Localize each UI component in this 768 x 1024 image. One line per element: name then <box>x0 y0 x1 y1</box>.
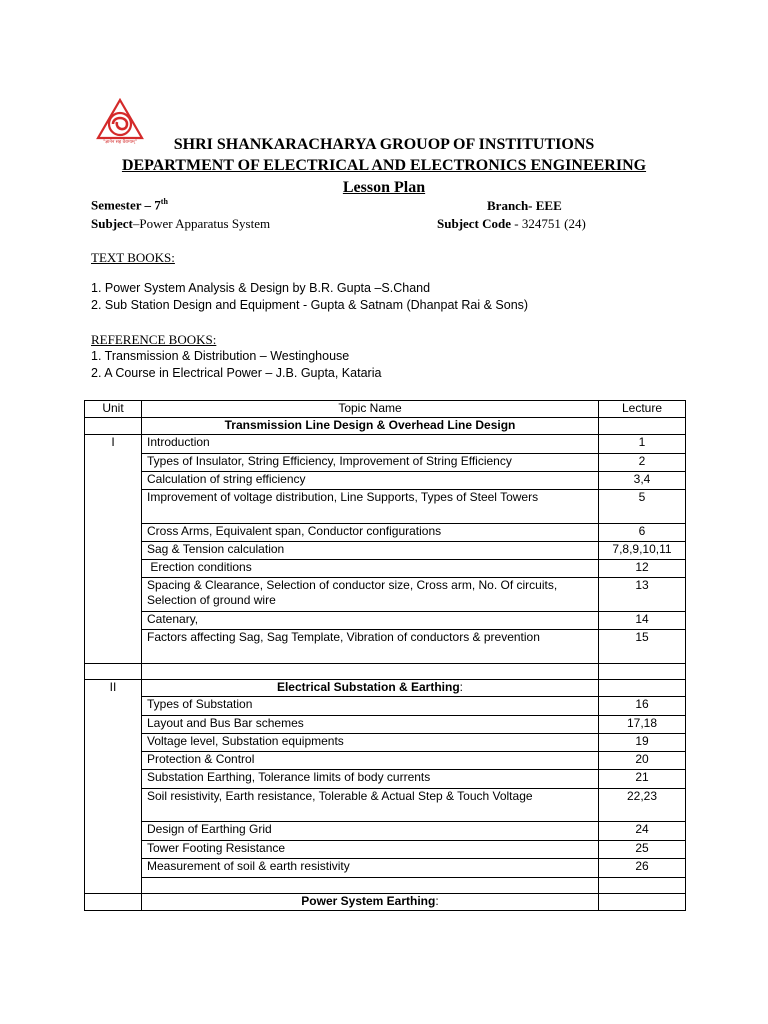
table-row <box>85 472 686 490</box>
lecture-cell: 3,4 <box>599 472 686 490</box>
subject-info <box>91 216 270 232</box>
table-row <box>85 789 686 822</box>
lecture-cell: 22,23 <box>599 789 686 822</box>
table-row <box>85 841 686 859</box>
lecture-cell: 26 <box>599 859 686 878</box>
topic-cell: Spacing & Clearance, Selection of conductor size, Cross arm, No. Of circuits, Selection of ground wire <box>142 578 599 612</box>
topic-cell: Introduction <box>142 435 599 454</box>
text-book-item: 2. Sub Station Design and Equipment - Gupta & Satnam (Dhanpat Rai & Sons) <box>91 298 529 312</box>
blank-row <box>85 878 686 894</box>
table-row <box>85 612 686 630</box>
lecture-cell: 1 <box>599 435 686 454</box>
lecture-cell: 20 <box>599 752 686 770</box>
lecture-cell: 16 <box>599 697 686 716</box>
section-title: Power System Earthing <box>301 894 436 908</box>
section-title: Transmission Line Design & Overhead Line Design <box>142 418 599 435</box>
table-row <box>85 542 686 560</box>
lecture-cell: 6 <box>599 524 686 542</box>
topic-cell: Voltage level, Substation equipments <box>142 734 599 752</box>
section-title-suffix: : <box>435 894 439 908</box>
table-row <box>85 560 686 578</box>
unit-cell: II <box>85 680 142 894</box>
topic-cell: Tower Footing Resistance <box>142 841 599 859</box>
topic-cell: Calculation of string efficiency <box>142 472 599 490</box>
department-title: DEPARTMENT OF ELECTRICAL AND ELECTRONICS ENGINEERING <box>121 157 647 174</box>
table-row <box>85 734 686 752</box>
lecture-cell: 13 <box>599 578 686 612</box>
reference-book-item: 2. A Course in Electrical Power – J.B. Gupta, Kataria <box>91 366 382 380</box>
section-title-suffix: : <box>459 680 464 694</box>
reference-books-title: REFERENCE BOOKS: <box>91 332 217 347</box>
section-title-cell <box>142 894 599 911</box>
topic-cell: Protection & Control <box>142 752 599 770</box>
lecture-cell: 15 <box>599 630 686 664</box>
semester-label: Semester – 7 <box>91 197 161 213</box>
subject-code-info <box>437 216 586 232</box>
header-topic: Topic Name <box>142 401 599 418</box>
lecture-cell: 17,18 <box>599 716 686 734</box>
lecture-cell: 7,8,9,10,11 <box>599 542 686 560</box>
semester-sup: th <box>160 197 168 206</box>
institution-title: SHRI SHANKARACHARYA GROUOP OF INSTITUTIONS <box>173 136 595 153</box>
topic-cell: Factors affecting Sag, Sag Template, Vibration of conductors & prevention <box>142 630 599 664</box>
topic-cell: Measurement of soil & earth resistivity <box>142 859 599 878</box>
lecture-cell: 12 <box>599 560 686 578</box>
table-row <box>85 716 686 734</box>
text-book-item: 1. Power System Analysis & Design by B.R. Gupta –S.Chand <box>91 281 431 295</box>
lecture-cell: 21 <box>599 770 686 789</box>
topic-cell: Soil resistivity, Earth resistance, Tolerable & Actual Step & Touch Voltage <box>142 789 599 822</box>
topic-cell: Types of Insulator, String Efficiency, Improvement of String Efficiency <box>142 454 599 472</box>
lecture-cell: 25 <box>599 841 686 859</box>
document-title: Lesson Plan <box>342 179 426 196</box>
subject-code-label: Subject Code <box>437 216 512 231</box>
table-row <box>85 822 686 841</box>
lecture-cell: 5 <box>599 490 686 524</box>
lecture-cell: 2 <box>599 454 686 472</box>
logo-caption: "ज्ञानेन सह वैराग्यम्" <box>103 140 137 144</box>
lesson-plan-table <box>84 400 686 911</box>
table-row <box>85 859 686 878</box>
topic-cell: Catenary, <box>142 612 599 630</box>
text-books-title: TEXT BOOKS: <box>91 250 175 265</box>
section-header-row <box>85 894 686 911</box>
table-header-row <box>85 401 686 418</box>
branch-info: Branch- EEE <box>487 198 562 213</box>
unit-cell: I <box>85 435 142 664</box>
section-header-row <box>85 418 686 435</box>
section-title-cell <box>142 680 599 697</box>
table-row <box>85 770 686 789</box>
section-title: Electrical Substation & Earthing <box>276 680 460 694</box>
table-row <box>85 524 686 542</box>
topic-cell: Layout and Bus Bar schemes <box>142 716 599 734</box>
table-row <box>85 454 686 472</box>
topic-cell: Substation Earthing, Tolerance limits of body currents <box>142 770 599 789</box>
subject-code-value: - 324751 (24) <box>511 216 586 231</box>
header-unit: Unit <box>85 401 142 418</box>
table-row <box>85 630 686 664</box>
section-header-row <box>85 680 686 697</box>
table-row <box>85 490 686 524</box>
topic-cell: Sag & Tension calculation <box>142 542 599 560</box>
subject-value: –Power Apparatus System <box>132 216 271 231</box>
table-row <box>85 578 686 612</box>
lecture-cell: 19 <box>599 734 686 752</box>
topic-cell: Design of Earthing Grid <box>142 822 599 841</box>
topic-cell: Types of Substation <box>142 697 599 716</box>
topic-cell: Erection conditions <box>142 560 599 578</box>
subject-label: Subject <box>91 216 133 231</box>
reference-book-item: 1. Transmission & Distribution – Westinghouse <box>91 349 350 363</box>
header-lecture: Lecture <box>599 401 686 418</box>
lecture-cell: 14 <box>599 612 686 630</box>
topic-cell: Improvement of voltage distribution, Line Supports, Types of Steel Towers <box>142 490 599 524</box>
topic-cell: Cross Arms, Equivalent span, Conductor configurations <box>142 524 599 542</box>
blank-row <box>85 664 686 680</box>
table-row <box>85 435 686 454</box>
table-row <box>85 752 686 770</box>
lecture-cell: 24 <box>599 822 686 841</box>
table-row <box>85 697 686 716</box>
semester-info <box>91 197 168 213</box>
